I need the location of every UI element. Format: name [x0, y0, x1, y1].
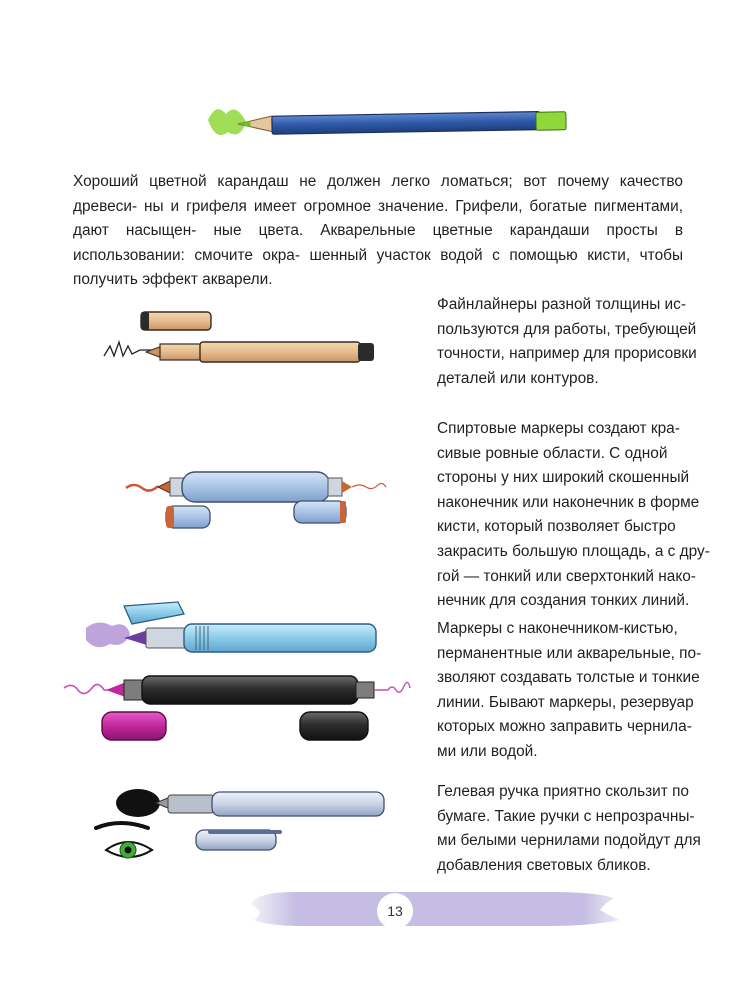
eye-sketch-illustration — [96, 823, 152, 858]
fineliners-description — [437, 293, 709, 391]
text-line: бумаге. Такие ручки с непрозрачны- — [437, 807, 695, 825]
alcohol-markers-description — [437, 417, 709, 614]
intro-paragraph — [73, 170, 683, 293]
brush-markers-description — [437, 617, 709, 765]
intro-line: ны и грифеля имеет огромное значение. Грифели, богатые пигментами, дают насыщен- — [73, 197, 683, 240]
gel-pen-description — [437, 780, 709, 878]
text-line: нечник для создания тонких линий. — [437, 592, 690, 610]
text-line: Маркеры с наконечником-кистью, — [437, 620, 678, 637]
text-line: линии. Бывают маркеры, резервуар — [437, 693, 694, 711]
text-line: ми белыми чернилами подойдут для — [437, 832, 701, 850]
text-line: закрасить большую площадь, а с дру- — [437, 542, 710, 560]
text-line: которых можно заправить чернила- — [437, 718, 692, 736]
text-line: пользуются для работы, требующей — [437, 320, 697, 338]
fineliner-illustration — [104, 312, 374, 362]
text-line: стороны у них широкий скошенный — [437, 469, 690, 487]
brush-marker-illustration — [86, 602, 376, 652]
text-line: Гелевая ручка приятно скользит по — [437, 783, 689, 800]
text-line: кисти, который позволяет быстро — [437, 518, 676, 536]
intro-line: ные цвета. Акварельные цветные карандаши просты в использовании: смочите окра- — [73, 222, 684, 264]
text-line: зволяют создавать толстые и тонкие — [437, 669, 700, 687]
text-line: наконечник или наконечник в форме — [437, 493, 700, 511]
text-line: перманентные или акварельные, по- — [437, 644, 702, 662]
footer-paint-stroke — [251, 892, 620, 926]
text-line: сивые ровные области. С одной — [437, 444, 668, 462]
page-number: 13 — [377, 893, 413, 929]
text-line: деталей или контуров. — [437, 369, 599, 387]
black-brush-marker-illustration — [64, 676, 410, 740]
alcohol-marker-illustration — [126, 472, 386, 528]
text-line: гой — тонкий или сверхтонкий нако- — [437, 567, 696, 585]
text-line: точности, например для прорисовки — [437, 345, 697, 363]
gel-pen-illustration — [116, 789, 384, 850]
text-line: добавления световых бликов. — [437, 856, 651, 874]
intro-line: шенный участок водой с помощью кисти, чтобы получить эффект акварели. — [73, 246, 683, 289]
intro-line: Хороший цветной карандаш не должен легко ломаться; вот почему качество древеси- — [73, 173, 683, 215]
pencil-illustration — [208, 109, 566, 135]
text-line: Файнлайнеры разной толщины ис- — [437, 296, 686, 313]
text-line: ми или водой. — [437, 742, 538, 760]
text-line: Спиртовые маркеры создают кра- — [437, 420, 680, 437]
